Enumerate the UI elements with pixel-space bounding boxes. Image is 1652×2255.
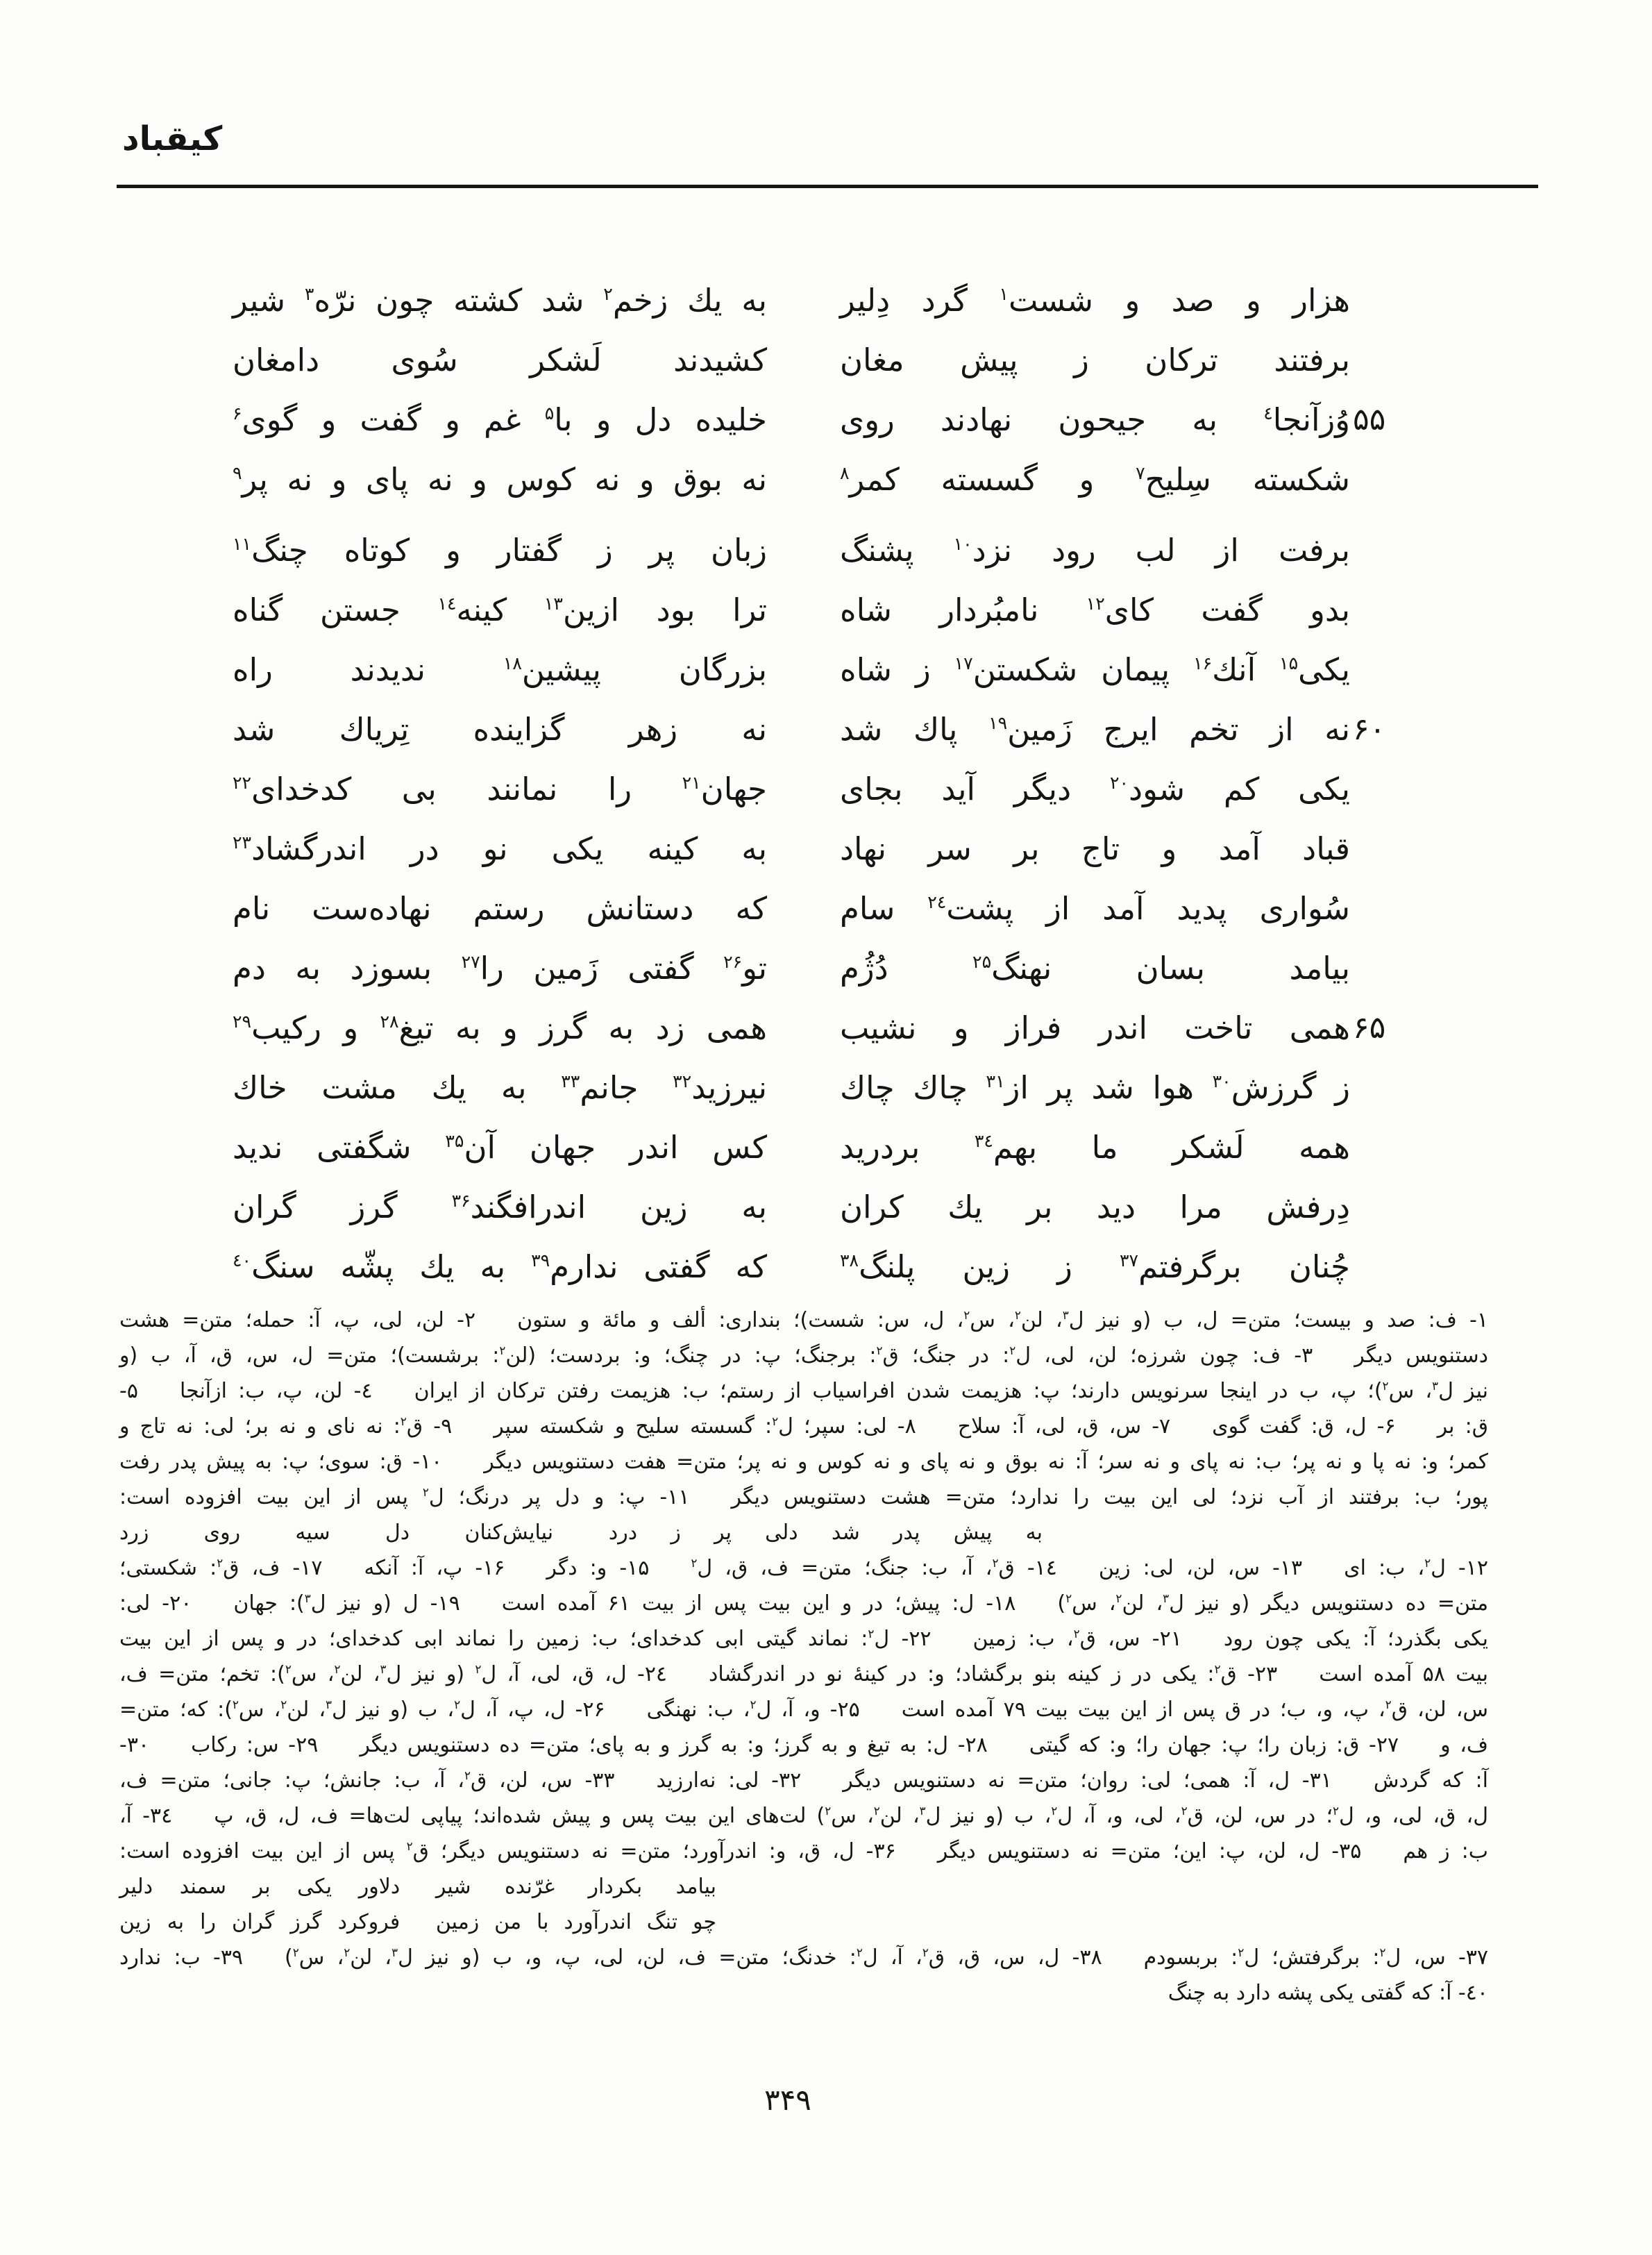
- hemistich-left: که گفتی ندارم$^{۳۹}$ به یك پشّه سنگ$^{٤۰}$: [233, 1248, 768, 1285]
- verse-number: ۶۰: [1353, 712, 1386, 747]
- footnote-ref: ۸: [840, 463, 850, 483]
- hemistich-right: قباد آمد و تاج بر سر نهاد: [840, 830, 1350, 867]
- hemistich-gutter: [767, 1177, 840, 1237]
- footnote-ref: ۲۰: [1109, 773, 1129, 793]
- verse-number: [1350, 1237, 1423, 1297]
- footnote-ref: ۲: [1181, 1804, 1188, 1818]
- footnote-ref: ۳۳: [561, 1071, 580, 1091]
- hemistich-right: چُنان برگرفتم$^{۳۷}$ ز زین پلنگ$^{۳۸}$: [840, 1248, 1350, 1285]
- footnote-ref: ۲۳: [233, 832, 252, 853]
- footnotes-section: [119, 1302, 1488, 2011]
- hemistich-gutter: [767, 271, 840, 330]
- footnote-line: پور؛ ب: برفتند از آب نزد؛ لی این بیت را ندارد؛ متن= هشت دستنویس دیگر ۱۱- پ: و دل پر درنگ؛ ل$^۲$ پس از این بیت افزوده است:: [119, 1485, 1488, 1509]
- footnote-ref: ۲۷: [461, 952, 480, 972]
- footnote-ref: ۲: [1065, 1591, 1072, 1605]
- page-header-title: کیقباد: [122, 119, 223, 158]
- hemistich-gutter: [767, 521, 840, 580]
- hemistich-gutter: [767, 998, 840, 1058]
- footnote-ref: ٤: [1263, 403, 1273, 424]
- footnote-ref: ۳: [380, 1662, 387, 1676]
- hemistich-left: به کینه یکی نو در اندرگشاد$^{۲۳}$: [233, 830, 767, 867]
- footnote-line: کمر؛ و: نه پا و نه پر؛ ب: نه پای و نه سر؛ آ: نه بوق و نه پای و نه کوس و نه پر؛ متن= هفت دستنویس دیگر ۱۰- ق: سوی؛ پ: به پیش پدر رفت: [119, 1450, 1489, 1474]
- footnote-ref: ۲: [922, 1945, 929, 1959]
- hemistich-right: شکسته سِلیح$^۷$ و گسسته کمر$^۸$: [840, 461, 1350, 498]
- quoted-hemistich-right: بیامد بکردار غرّنده شیر: [435, 1875, 716, 1899]
- hemistich-gutter: [767, 700, 840, 760]
- hemistich-gutter: [767, 390, 840, 450]
- footnote-ref: ۲: [454, 1697, 461, 1711]
- footnote-ref: ۳: [919, 1804, 926, 1818]
- footnote-ref: ۲: [1009, 1343, 1016, 1357]
- footnote-ref: ۷: [1136, 463, 1145, 483]
- footnote-ref: ۲: [400, 1414, 407, 1428]
- quoted-hemistich-right: چو تنگ اندرآورد با من زمین: [435, 1910, 716, 1934]
- footnote-ref: ۱: [999, 284, 1009, 304]
- footnote-ref: ۱۷: [954, 653, 973, 673]
- hemistich-left: کشیدند لَشکر سُوی دامغان: [233, 342, 767, 378]
- hemistich-right: برفتند ترکان ز پیش مغان: [840, 342, 1350, 378]
- footnote-ref: ۲: [406, 1839, 413, 1853]
- verse-number: [1350, 640, 1423, 700]
- verse-number: [1350, 1177, 1423, 1237]
- footnote-ref: ۳: [391, 1945, 398, 1959]
- hemistich-gutter: [767, 580, 840, 640]
- verse-number: [1350, 580, 1423, 640]
- hemistich-gutter: [767, 939, 840, 998]
- footnote-ref: ۲: [499, 1343, 506, 1357]
- hemistich-gutter: [767, 330, 840, 390]
- hemistich-left: کس اندر جهان آن$^{۳۵}$ شگفتی ندید: [233, 1129, 767, 1166]
- footnote-ref: ۲۹: [233, 1012, 252, 1032]
- hemistich-gutter: [767, 640, 840, 700]
- hemistich-right: دِرفش مرا دید بر یك کران: [840, 1189, 1350, 1225]
- footnote-ref: ۲: [1385, 1697, 1392, 1711]
- footnote-ref: ۳۰: [1212, 1071, 1231, 1091]
- poem-line: [233, 998, 1423, 1058]
- footnote-ref: ۲۱: [682, 773, 701, 793]
- quoted-hemistich-right: به پیش پدر شد دلی پر ز درد: [608, 1520, 1043, 1545]
- footnote-ref: ۲: [876, 1343, 883, 1357]
- footnote-ref: ۳: [304, 1591, 311, 1605]
- footnote-line: ٤۰- آ: که گفتی یکی پشه دارد به چنگ: [1168, 1981, 1488, 2005]
- hemistich-right: همی تاخت اندر فراز و نشیب: [840, 1009, 1350, 1046]
- verse-number: [1350, 939, 1423, 998]
- hemistich-gutter: [767, 760, 840, 819]
- footnote-ref: ۲: [422, 1485, 429, 1499]
- footnote-ref: ۳: [304, 284, 314, 304]
- quoted-hemistich-left: نیایش‌کنان دل سیه روی زرد: [119, 1520, 554, 1545]
- hemistich-left: خلیده دل و با$^۵$ غم و گفت و گوی$^۶$: [233, 401, 767, 438]
- footnote-ref: ۳: [1163, 1591, 1170, 1605]
- footnote-line: ق: بر ۶- ل، ق: گفت گوی ۷- س، ق، لی، آ: سلاح ۸- لی: سپر؛ ل$^۲$: گسسته سلیح و شکسته سپر ۹- ق$^۲$: نه نای و نه بر؛ لی: نه تاج و: [119, 1414, 1488, 1439]
- hemistich-right: نه از تخم ایرج زَمین$^{۱۹}$ پاك شد: [840, 711, 1350, 748]
- footnote-line: آ: که گردش ۳۱- ل، آ: همی؛ لی: روان؛ متن= نه دستنویس دیگر ۳۲- لی: نه‌ارزید ۳۳- س، لن، ق$^۲$، آ، ب: جانش؛ پ: جانی؛ متن= ف،: [119, 1768, 1488, 1793]
- verse-number: [1350, 760, 1423, 819]
- verse-number: [1350, 330, 1423, 390]
- hemistich-right: یکی$^{۱۵}$ آنك$^{۱۶}$ پیمان شکستن$^{۱۷}$ ز شاه: [840, 651, 1350, 688]
- hemistich-right: بدو گفت کای$^{۱۲}$ نامبُردار شاه: [840, 592, 1350, 628]
- footnote-ref: ۳۶: [451, 1191, 471, 1211]
- hemistich-left: که دستانش رستم نهاده‌ست نام: [233, 890, 767, 927]
- poem-line: [233, 1177, 1423, 1237]
- footnote-ref: ۱۰: [953, 534, 972, 554]
- footnote-ref: ۲: [475, 1662, 482, 1676]
- hemistich-right: هزار و صد و شست$^۱$ گرد دِلیر: [840, 282, 1351, 319]
- poem-line: [233, 640, 1423, 700]
- hemistich-left: بزرگان پیشین$^{۱۸}$ ندیدند راه: [233, 651, 768, 688]
- hemistich-left: به یك زخم$^۲$ شد کشته چون نرّه$^۳$ شیر: [233, 282, 767, 319]
- footnote-ref: ۲: [217, 1556, 224, 1570]
- hemistich-right: وُزآنجا$^٤$ به جیحون نهادند روی: [840, 401, 1350, 438]
- hemistich-left: همی زد به گرز و به تیغ$^{۲۸}$ و رکیب$^{۲۹}$: [233, 1009, 767, 1046]
- verse-number: [1350, 1058, 1423, 1118]
- hemistich-left: زبان پر ز گفتار و کوتاه چنگ$^{۱۱}$: [233, 532, 767, 569]
- footnote-quoted-couplet: [119, 1869, 716, 1904]
- footnote-ref: ۲: [1051, 1804, 1058, 1818]
- footnote-ref: ۲: [691, 1556, 698, 1570]
- footnote-ref: ۱۶: [1193, 653, 1213, 673]
- verse-number: [1350, 271, 1423, 330]
- footnote-quoted-couplet: [119, 1904, 716, 1940]
- footnote-quoted-couplet: [119, 1515, 1043, 1550]
- hemistich-right: یکی کم شود$^{۲۰}$ دیگر آید بجای: [840, 771, 1350, 807]
- footnote-ref: ۳۱: [986, 1071, 1005, 1091]
- footnote-ref: ۲: [285, 1662, 292, 1676]
- footnote-line: دستنویس دیگر ۳- ف: چون شرزه؛ لن، لی، ل$^۲$: در جنگ؛ ق$^۲$: برجنگ؛ پ: در چنگ؛ و: بردست؛ (لن$^۲$: برشست)؛ متن= ل، س، ق، آ، ب (و: [119, 1343, 1489, 1368]
- footnote-ref: ۳: [1062, 1308, 1069, 1322]
- footnote-ref: ۱۸: [503, 653, 522, 673]
- poem-line: [233, 760, 1423, 819]
- footnote-ref: ۲: [232, 1697, 239, 1711]
- footnote-ref: ۳۸: [840, 1250, 859, 1271]
- footnote-ref: ۲: [1214, 1662, 1221, 1676]
- verse-number: [1350, 879, 1423, 939]
- footnote-ref: ٤۰: [233, 1250, 252, 1271]
- footnote-ref: ۲: [1332, 1804, 1339, 1818]
- footnote-ref: ۲: [292, 1945, 299, 1959]
- footnote-ref: ۲: [280, 1697, 287, 1711]
- footnote-ref: ۲: [992, 1556, 999, 1570]
- footnote-line: ف، و ۲۷- ق: زبان را؛ پ: جهان را؛ و: که گیتی ۲۸- ل: به تیغ و به گرز؛ و: به گرز و به پای؛ متن= ده دستنویس دیگر ۲۹- س: رکاب ۳۰-: [119, 1733, 1488, 1757]
- hemistich-right: سُواری پدید آمد از پشت$^{۲٤}$ سام: [840, 890, 1350, 927]
- footnote-line: ۳۷- س، ل$^۲$: برگرفتش؛ ل$^۲$: بربسودم ۳۸- ل، س، ق، ق$^۲$، آ، ل$^۲$: خدنگ؛ متن= ف، لن، لی، پ، و، ب (و نیز ل$^۳$، لن$^۲$، س$^۲$) ۳۹- ب: ندارد: [119, 1945, 1489, 1970]
- footnote-ref: ۲: [1424, 1556, 1431, 1570]
- hemistich-left: نیرزید$^{۳۲}$ جانم$^{۳۳}$ به یك مشت خاك: [233, 1069, 767, 1106]
- footnote-ref: ۲۸: [380, 1012, 399, 1032]
- hemistich-left: نه بوق و نه کوس و نه پای و نه پر$^۹$: [233, 461, 767, 498]
- footnote-ref: ۳۵: [445, 1131, 464, 1151]
- footnote-ref: ۲: [825, 1804, 832, 1818]
- verse-number: [1350, 521, 1423, 580]
- footnote-ref: ۱٤: [437, 594, 457, 614]
- footnote-ref: ۲: [334, 1662, 341, 1676]
- footnote-ref: ۳۹: [531, 1250, 550, 1271]
- footnote-ref: ۲: [1382, 1379, 1389, 1393]
- hemistich-gutter: [767, 450, 840, 510]
- poem-line: [233, 330, 1423, 390]
- poem-line: [233, 1237, 1423, 1297]
- poem-line: [233, 521, 1423, 580]
- hemistich-right: همه لَشکر ما بهم$^{۳٤}$ بردرید: [840, 1129, 1350, 1166]
- hemistich-right: بیامد بسان نهنگ$^{۲۵}$ دُژُم: [840, 950, 1351, 987]
- hemistich-gutter: [767, 879, 840, 939]
- poem-line: [233, 580, 1423, 640]
- footnote-ref: ۲: [1014, 1308, 1021, 1322]
- poem-line: [233, 390, 1423, 450]
- verse-number: [1350, 819, 1423, 879]
- footnote-line: ۱۲- ل$^۲$، ب: ای ۱۳- س، لن، لی: زین ۱٤- ق$^۲$، آ، ب: جنگ؛ متن= ف، ق، ل$^۲$ ۱۵- و: دگر ۱۶- پ، آ: آنکه ۱۷- ف، ق$^۲$: شکستی؛: [119, 1556, 1488, 1580]
- hemistich-left: تو$^{۲۶}$ گفتی زَمین را$^{۲۷}$ بسوزد به دم: [233, 950, 767, 987]
- footnote-line: ل، ق، لی، و، ل$^۲$؛ در س، لن، ق$^۲$، لی، و، آ، ل$^۲$، ب (و نیز ل$^۳$، لن$^۲$، س$^۲$) لت‌های این بیت پس و پیش شده‌اند؛ پیاپی لت‌ها= ف، ل، ق، پ ۳٤- آ،: [119, 1804, 1488, 1828]
- footnote-line: نیز ل$^۳$، س$^۲$)؛ پ، ب در اینجا سرنویس دارند؛ پ: هزیمت شدن افراسیاب از رستم؛ ب: هزیمت رفتن ترکان از ایران ٤- لن، پ، ب: ازآنجا ۵-: [119, 1379, 1488, 1403]
- footnote-ref: ۲: [772, 1414, 779, 1428]
- hemistich-gutter: [767, 1237, 840, 1297]
- footnote-ref: ۲٤: [927, 892, 947, 912]
- poem-line: [233, 819, 1423, 879]
- quoted-hemistich-left: فروکرد گرز گران را به زین: [119, 1910, 401, 1934]
- footnote-ref: ۲: [1073, 1627, 1080, 1641]
- poem-line: [233, 939, 1423, 998]
- header-rule: [117, 185, 1538, 188]
- poem-line: [233, 1118, 1423, 1177]
- quoted-hemistich-left: دلاور یکی بر سمند دلیر: [119, 1875, 401, 1899]
- footnote-ref: ۱۱: [233, 534, 252, 554]
- footnote-ref: ۲۲: [233, 773, 252, 793]
- footnote-line: یکی بگذرد؛ آ: یکی چون رود ۲۱- س، ق$^۲$، ب: زمین ۲۲- ل$^۲$: نماند گیتی ابی کدخدای؛ ب: زمین را نماند ابی کدخدای؛ در و پس از این بیت: [119, 1627, 1488, 1651]
- verse-number: ۶۵: [1353, 1010, 1386, 1046]
- footnote-ref: ۶: [233, 403, 242, 424]
- footnote-ref: ۲: [856, 1945, 863, 1959]
- hemistich-gutter: [767, 1118, 840, 1177]
- footnote-line: ۱- ف: صد و بیست؛ متن= ل، ب (و نیز ل$^۳$، لن$^۲$، س$^۲$، ل، س: شست)؛ بنداری: ألف و مائة و ستون ۲- لن، لی، پ، آ: حمله؛ متن= هشت: [119, 1308, 1488, 1332]
- footnote-ref: ۲۵: [972, 952, 992, 972]
- hemistich-left: به زین اندرافگند$^{۳۶}$ گرز گران: [233, 1189, 767, 1225]
- verse-number: ۵۵: [1353, 402, 1386, 437]
- verse-number: [1350, 450, 1423, 510]
- footnote-ref: ۲: [963, 1308, 970, 1322]
- hemistich-left: ترا بود ازین$^{۱۳}$ کینه$^{۱٤}$ جستن گناه: [233, 592, 768, 628]
- footnote-ref: ۱۵: [1279, 653, 1299, 673]
- footnote-line: س، لن، ق$^۲$، پ، و، ب؛ در ق پس از این بیت بیت ۷۹ آمده است ۲۵- و، آ، ل$^۲$، ب: نهنگی ۲۶- ل، پ، آ، ل$^۲$، ب (و نیز ل$^۳$، لن$^۲$، س$^۲$): که؛ متن=: [119, 1697, 1489, 1722]
- footnote-ref: ۲: [1379, 1945, 1386, 1959]
- footnote-ref: ۹: [233, 463, 242, 483]
- footnote-ref: ۲: [464, 1768, 471, 1782]
- page-number: ۳۴۹: [764, 2083, 811, 2117]
- footnote-ref: ۳۷: [1120, 1250, 1139, 1271]
- poem-line: [233, 271, 1423, 330]
- footnote-ref: ۲: [1115, 1591, 1122, 1605]
- footnote-ref: ۲: [344, 1945, 351, 1959]
- footnote-ref: ۱۹: [988, 713, 1008, 733]
- hemistich-gutter: [767, 1058, 840, 1118]
- poem-line: [233, 700, 1423, 760]
- footnote-ref: ۲: [868, 1627, 875, 1641]
- footnote-ref: ۲: [603, 284, 613, 304]
- hemistich-gutter: [767, 819, 840, 879]
- hemistich-left: نه زهر گزاینده تِریاك شد: [233, 711, 767, 748]
- hemistich-left: جهان$^{۲۱}$ را نمانند بی کدخدای$^{۲۲}$: [233, 771, 767, 807]
- poem-line: [233, 879, 1423, 939]
- hemistich-right: برفت از لب رود نزد$^{۱۰}$ پشنگ: [840, 532, 1350, 569]
- footnote-ref: ۲: [873, 1804, 880, 1818]
- footnote-ref: ۳۲: [673, 1071, 692, 1091]
- footnote-ref: ۵: [544, 403, 555, 424]
- verse-number: [1350, 1118, 1423, 1177]
- footnote-ref: ۲: [1238, 1945, 1245, 1959]
- footnote-ref: ۳٤: [974, 1131, 993, 1151]
- footnote-ref: ۲: [750, 1697, 757, 1711]
- poem-line: [233, 450, 1423, 510]
- poem-line: [233, 1058, 1423, 1118]
- footnote-ref: ۱۳: [543, 594, 563, 614]
- footnote-line: ب: ز هم ۳۵- ل، لن، پ: این؛ متن= نه دستنویس دیگر ۳۶- ل، ق، و: اندرآورد؛ متن= نه دستنویس دیگر؛ ق$^۲$ پس از این بیت افزوده است:: [119, 1839, 1488, 1863]
- footnote-ref: ۱۲: [1086, 594, 1105, 614]
- footnote-line: بیت ۵۸ آمده است ۲۳- ق$^۲$: یکی در ز کینه بنو برگشاد؛ و: در کینهٔ نو در اندرگشاد ۲٤- ل، ق، لی، آ، ل$^۲$ (و نیز ل$^۳$، لن$^۲$، س$^۲$): تخم؛ متن= ف،: [119, 1662, 1489, 1686]
- hemistich-right: ز گرزش$^{۳۰}$ هوا شد پر از$^{۳۱}$ چاك چاك: [840, 1069, 1350, 1106]
- poem-section: [233, 271, 1423, 1297]
- footnote-ref: ۲۶: [723, 952, 743, 972]
- footnote-line: متن= ده دستنویس دیگر (و نیز ل$^۳$، لن$^۲$، س$^۲$) ۱۸- ل: پیش؛ در و این بیت پس از بیت ۶۱ آمده است ۱۹- ل (و نیز ل$^۳$): جهان ۲۰- لی:: [119, 1591, 1489, 1616]
- footnote-ref: ۳: [326, 1697, 332, 1711]
- footnote-ref: ۳: [1432, 1379, 1439, 1393]
